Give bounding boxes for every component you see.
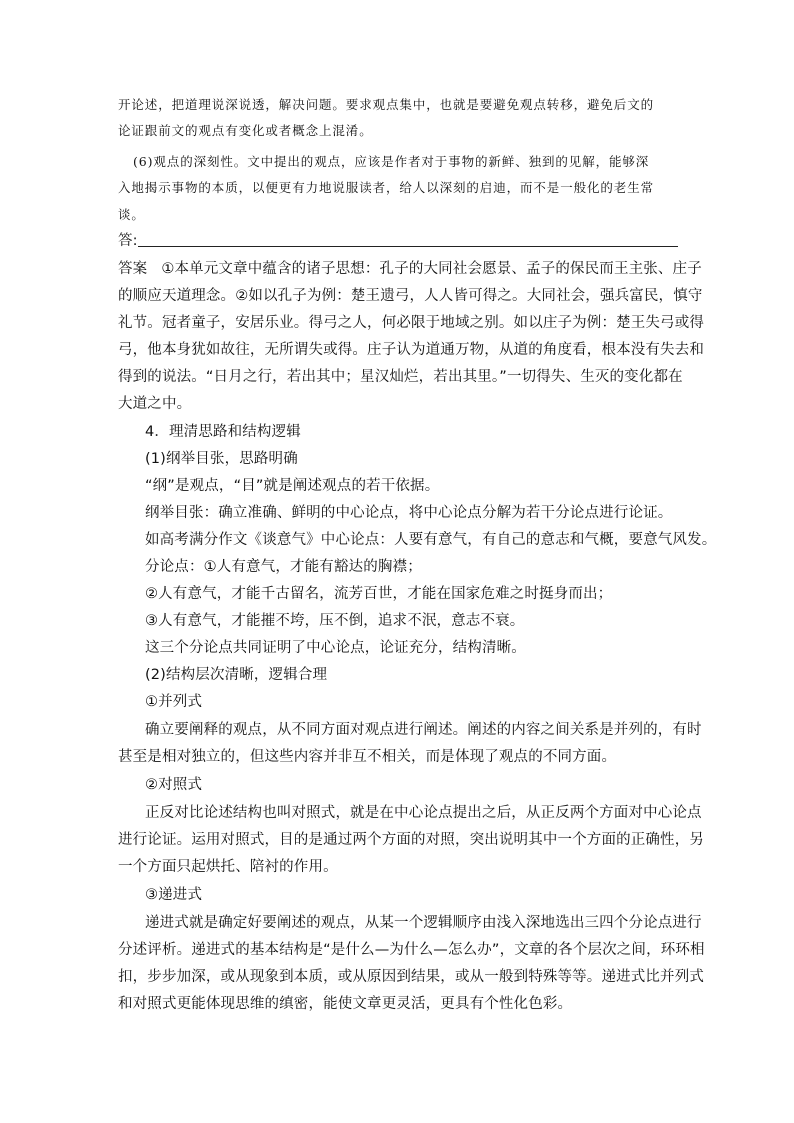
handwritten-line: (6)观点的深刻性。文中提出的观点，应该是作者对于事物的新鲜、独到的见解，能够深 (133, 154, 650, 169)
paragraph-line: 确立要阐释的观点，从不同方面对观点进行阐述。阐述的内容之间关系是并列的，有时 (145, 722, 702, 738)
sub-heading: (1)纲举目张，思路明确 (145, 451, 298, 467)
section-heading: 4．理清思路和结构逻辑 (145, 424, 301, 440)
handwritten-line: 论证跟前文的观点有变化或者概念上混淆。 (118, 123, 373, 138)
paragraph-line: 扣，步步加深，或从现象到本质，或从原因到结果，或从一般到特殊等等。递进式比并列式 (118, 969, 704, 985)
paragraph-line: 分论点：①人有意气，才能有豁达的胸襟； (145, 559, 422, 575)
answer-line: 大道之中。 (118, 396, 192, 412)
answer-line: 弓，他本身犹如故往，无所谓失或得。庄子认为道通万物，从道的角度看，根本没有失去和 (118, 342, 704, 358)
answer-blank-line[interactable] (138, 246, 678, 247)
subsection-title: ①并列式 (145, 694, 203, 710)
handwritten-line: 入地揭示事物的本质，以便更有力地说服读者，给人以深刻的启迪，而不是一般化的老生常 (118, 180, 655, 195)
paragraph-line: 递进式就是确定好要阐述的观点，从某一个逻辑顺序由浅入深地选出三四个分论点进行 (145, 915, 702, 931)
paragraph-line: 正反对比论述结构也叫对照式，就是在中心论点提出之后，从正反两个方面对中心论点 (145, 805, 702, 821)
handwritten-line: 开论述，把道理说深说透，解决问题。要求观点集中，也就是要避免观点转移，避免后文的 (118, 97, 655, 112)
answer-line (118, 259, 702, 279)
answer-text: ①本单元文章中蕴含的诸子思想：孔子的大同社会愿景、孟子的保民而王主张、庄子 (161, 261, 702, 277)
paragraph-line: 如高考满分作文《谈意气》中心论点：人要有意气，有自己的意志和气概，要意气风发。 (145, 532, 717, 548)
paragraph-line: 这三个分论点共同证明了中心论点，论证充分，结构清晰。 (145, 640, 526, 656)
handwritten-line: 谈。 (118, 207, 145, 222)
paragraph-line: 和对照式更能体现思维的缜密，能使文章更灵活，更具有个性化色彩。 (118, 996, 573, 1012)
paragraph-line: 一个方面只起烘托、陪衬的作用。 (118, 859, 338, 875)
paragraph-line: ②人有意气，才能千古留名，流芳百世，才能在国家危难之时挺身而出； (145, 586, 613, 602)
answer-line: 得到的说法。“日月之行，若出其中；星汉灿烂，若出其里。”一切得失、生灭的变化都在 (118, 369, 683, 385)
paragraph-line: ③人有意气，才能摧不垮，压不倒，追求不泯，意志不衰。 (145, 613, 525, 629)
paragraph-line: 进行论证。运用对照式，目的是通过两个方面的对照，突出说明其中一个方面的正确性，另 (118, 832, 704, 848)
subsection-title: ②对照式 (145, 777, 203, 793)
subsection-title: ③递进式 (145, 887, 203, 903)
paragraph-line: “纲”是观点，“目”就是阐述观点的若干依据。 (145, 478, 440, 494)
answer-line: 礼节。冠者童子，安居乐业。得弓之人，何必限于地域之别。如以庄子为例：楚王失弓或得 (118, 315, 704, 331)
paragraph-line: 纲举目张：确立准确、鲜明的中心论点，将中心论点分解为若干分论点进行论证。 (145, 505, 673, 521)
paragraph-line: 分述评析。递进式的基本结构是“是什么—为什么—怎么办”，文章的各个层次之间，环环相 (118, 942, 705, 958)
answer-label: 答案 (118, 261, 148, 277)
answer-prompt: 答: (118, 233, 138, 249)
sub-heading: (2)结构层次清晰，逻辑合理 (145, 667, 328, 683)
answer-line: 的顺应天道理念。②如以孔子为例：楚王遗弓，人人皆可得之。大同社会，强兵富民，慎守 (118, 288, 703, 304)
paragraph-line: 甚至是相对独立的，但这些内容并非互不相关，而是体现了观点的不同方面。 (118, 749, 617, 765)
